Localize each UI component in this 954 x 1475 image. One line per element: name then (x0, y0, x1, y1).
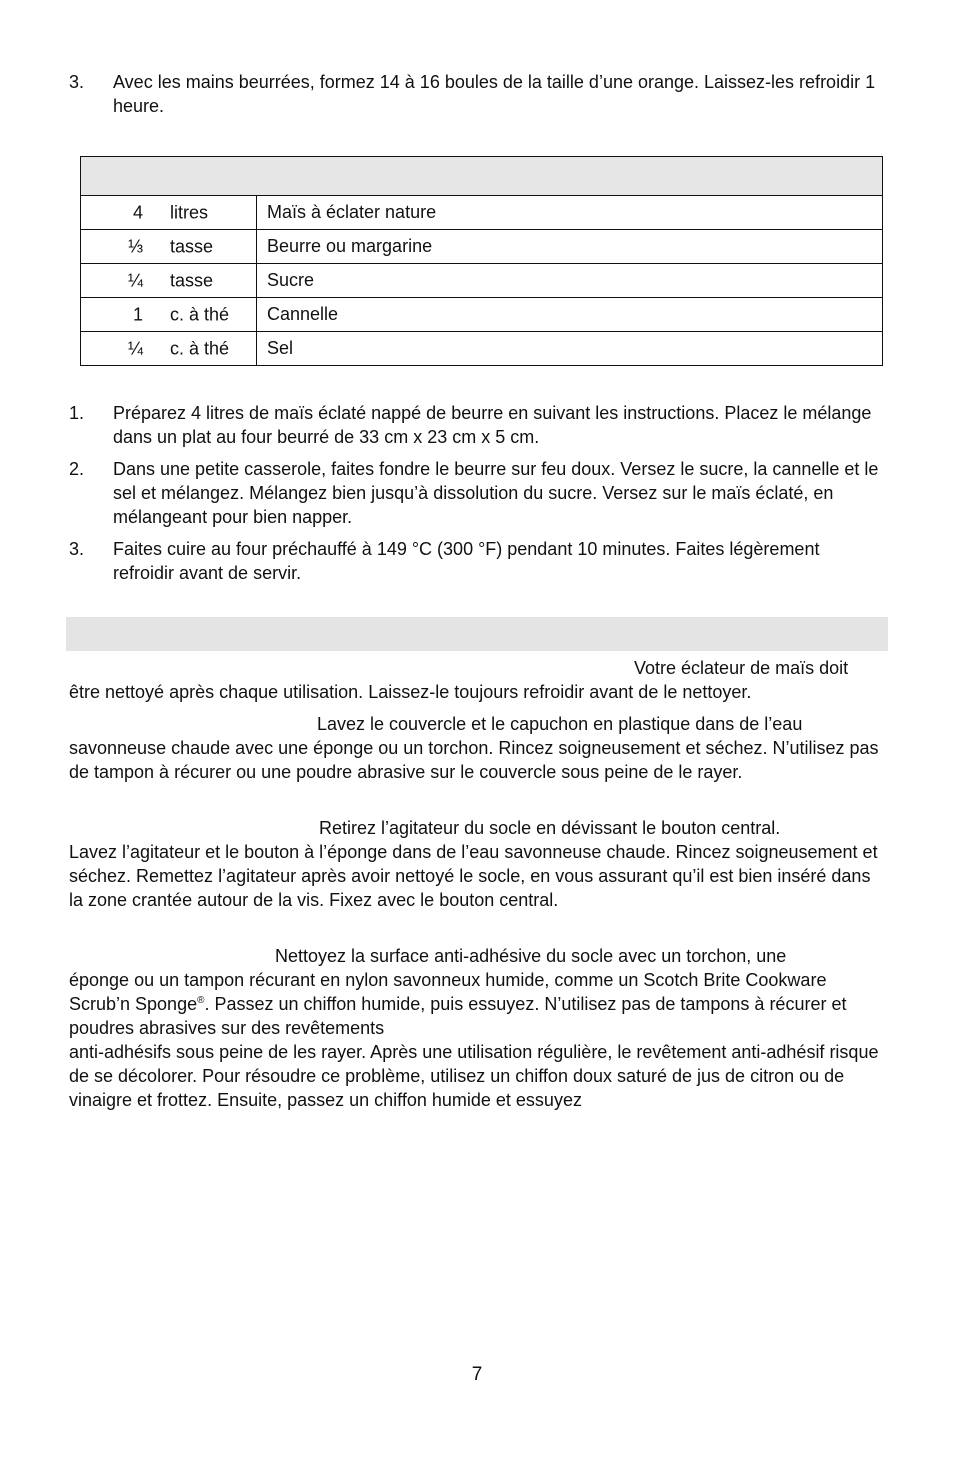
ingredient-unit: c. à thé (170, 304, 230, 324)
agitator-cleaning-paragraph (69, 816, 887, 912)
section-heading-bar (66, 617, 888, 651)
table-row (81, 196, 883, 230)
cover-line-1: Lavez le couvercle et le capuchon en plastique dans de l’eau (317, 714, 803, 734)
page-number: 7 (471, 1364, 483, 1385)
recipe-step (69, 401, 884, 449)
step-number: 1. (69, 403, 85, 423)
step-number: 3. (69, 72, 85, 92)
ingredient-name: Maïs à éclater nature (257, 196, 883, 230)
agitator-line-1: Retirez l’agitateur du socle en dévissant le bouton central. (319, 818, 781, 838)
care-intro-line-2: être nettoyé après chaque utilisation. Laissez-le toujours refroidir avant de le nettoyer. (69, 682, 752, 702)
ingredient-amount: 4 (132, 202, 143, 222)
step-number: 3. (69, 539, 85, 559)
base-line-1: Nettoyez la surface anti-adhésive du socle avec un torchon, une (275, 946, 787, 966)
base-cleaning-paragraph (69, 944, 887, 1112)
top-step (69, 70, 884, 118)
ingredient-unit: litres (170, 202, 209, 222)
table-row (81, 264, 883, 298)
step-text: Faites cuire au four préchauffé à 149 °C (300 °F) pendant 10 minutes. Faites légèrement refroidir avant de servir. (113, 539, 820, 583)
ingredient-unit: tasse (170, 270, 214, 290)
recipe-step (69, 537, 884, 585)
agitator-line-rest: Lavez l’agitateur et le bouton à l’éponge dans de l’eau savonneuse chaude. Rincez soigneusement et séchez. Remettez l’agitateur après avoir nettoyé le socle, en vous assurant qu’il est bien inséré dans la zone crantée autour de la vis. Fixez avec le bouton central. (69, 842, 878, 910)
step-text: Avec les mains beurrées, formez 14 à 16 boules de la taille d’une orange. Laissez-les refroidir 1 heure. (113, 72, 876, 116)
ingredient-amount: ⅓ (127, 236, 143, 256)
care-intro-paragraph (69, 656, 887, 704)
ingredient-amount: ¼ (127, 270, 143, 290)
recipe-step (69, 457, 884, 529)
base-text-d: anti-adhésifs sous peine de les rayer. Après une utilisation régulière, le revêtement anti-adhésif risque de se décolorer. Pour résoudre ce problème, utilisez un chiffon doux saturé de jus de citron ou de vinaigre et frottez. Ensuite, passez un chiffon humide et essuyez (69, 1042, 879, 1110)
table-row (81, 298, 883, 332)
ingredient-unit: tasse (170, 236, 214, 256)
cover-line-rest: savonneuse chaude avec une éponge ou un torchon. Rincez soigneusement et séchez. N’utilisez pas de tampon à récurer ou une poudre abrasive sur le couvercle sous peine de le rayer. (69, 738, 879, 782)
ingredient-amount: 1 (132, 304, 143, 324)
ingredient-name: Beurre ou margarine (257, 230, 883, 264)
step-number: 2. (69, 459, 85, 479)
table-row (81, 332, 883, 366)
base-text-b: éponge ou un tampon récurant en nylon savonneux humide, comme un Scotch Brite Cookware Scrub’n Sponge (69, 970, 827, 1014)
ingredient-name: Cannelle (257, 298, 883, 332)
table-row (81, 230, 883, 264)
ingredient-unit: c. à thé (170, 338, 230, 358)
ingredients-table (80, 156, 883, 366)
base-text-c: . Passez un chiffon humide, puis essuyez. N’utilisez pas de tampons à récurer et poudres abrasives sur des revêtements (69, 994, 847, 1038)
ingredient-name: Sucre (257, 264, 883, 298)
step-text: Dans une petite casserole, faites fondre le beurre sur feu doux. Versez le sucre, la cannelle et le sel et mélangez. Mélangez bien jusqu’à dissolution du sucre. Versez sur le maïs éclaté, en mélangeant pour bien napper. (113, 459, 879, 527)
care-intro-line-1: Votre éclateur de maïs doit (634, 658, 849, 678)
cover-cleaning-paragraph (69, 712, 887, 784)
ingredient-amount: ¼ (127, 338, 143, 358)
registered-mark: ® (197, 995, 205, 1006)
table-header-row (81, 157, 883, 196)
ingredient-name: Sel (257, 332, 883, 366)
step-text: Préparez 4 litres de maïs éclaté nappé de beurre en suivant les instructions. Placez le mélange dans un plat au four beurré de 33 cm x 23 cm x 5 cm. (113, 403, 872, 447)
